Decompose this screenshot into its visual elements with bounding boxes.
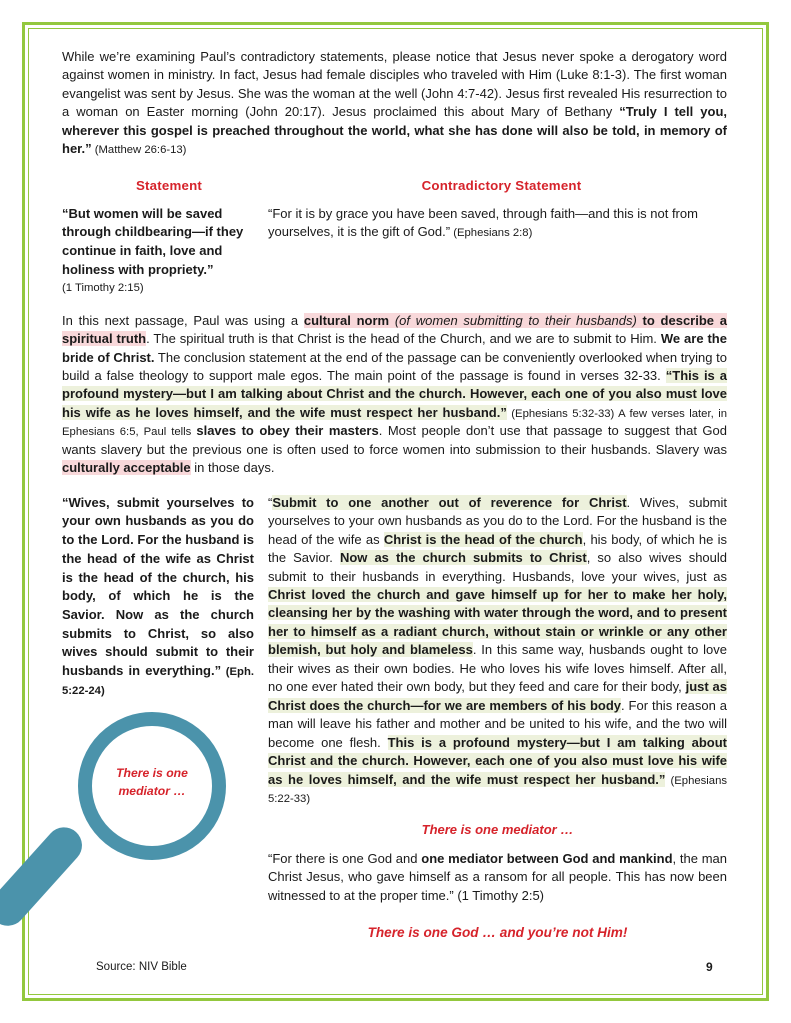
table2-right-quote (268, 494, 727, 808)
table1-right-quote-wrap (268, 205, 727, 242)
mid-text-6: in those days. (190, 460, 275, 476)
mediator-text-2: , the man Christ Jesus, who gave himself as a ransom for all people. This has now been witnessed to at the proper time.” (1 Timothy 2:5) (268, 850, 727, 903)
intro-text-1: While we’re examining Paul’s contradictory statements, please notice that Jesus never spoke a derogatory word against women in ministry. In fact, Jesus had female disciples who traveled with Him (Luke 8:1-3). The first woman evangelist was sent by Jesus. She was the woman at the well (John 4:7-42). Jesus first revealed His resurrection to a woman on Easter morning (John 20:17). Jesus proclaimed this about Mary of Bethany (62, 49, 727, 120)
column-header-statement-wrap (62, 177, 276, 195)
table1-cell-right (268, 205, 727, 242)
t2-text-5: . For this reason a man will leave his father and mother and be united to his wife, and the two will become one flesh. (268, 697, 727, 750)
mid-highlight-cultural-norm: cultural norm (303, 312, 390, 328)
table2-cell-right (268, 494, 727, 943)
table1-cell-left (62, 205, 268, 296)
t2-text-3: , so also wives should submit to their husbands in everything. Husbands, love your wives, just as (268, 550, 728, 584)
t2-text-4: . In this same way, husbands ought to love their wives as their own bodies. He who loves his wife loves himself. After all, no one ever hated their own body, but they feed and care for their body, (268, 642, 727, 695)
footer-page-number: 9 (706, 960, 713, 974)
t2-bold-2: Christ is the head of the church (383, 531, 583, 547)
comparison-table-1-body (62, 205, 727, 296)
t2-reference: (Ephesians 5:22-33) (268, 774, 728, 805)
table1-right-quote: “For it is by grace you have been saved, through faith—and this is not from yourselves, it is the gift of God.” (268, 205, 698, 240)
table1-right-reference: (Ephesians 2:8) (450, 227, 533, 240)
t2-text-2: , his body, of which he is the Savior. (268, 531, 727, 566)
mediator-paragraph (268, 850, 727, 905)
mediator-heading: There is one mediator … (421, 822, 574, 838)
footer-source: Source: NIV Bible (96, 961, 187, 973)
t2-open-quote: “ (268, 494, 273, 510)
table1-left-quote: “But women will be saved through childbearing—if they continue in faith, love and holiness with propriety.” (62, 205, 244, 277)
mid-highlight-culturally-acceptable: culturally acceptable (62, 460, 191, 476)
t2-text-1: . Wives, submit yourselves to your own husbands as you do to the Lord. For the husband is the head of the wife as (268, 494, 727, 547)
mid-bold-mystery-quote: “This is a profound mystery—but I am talking about Christ and the church. However, each one of you also must love his wife as he loves himself, and the wife must respect her husband.” (62, 367, 727, 420)
column-header-contradictory-statement: Contradictory Statement (421, 177, 582, 193)
column-header-statement: Statement (135, 177, 203, 193)
intro-paragraph (62, 48, 727, 159)
mediator-bold: one mediator between God and mankind (421, 850, 673, 866)
t2-bold-1: Submit to one another out of reverence for Christ (272, 494, 627, 510)
mid-highlight-spiritual-truth: to describe a spiritual truth (62, 312, 728, 347)
table2-left-quote-wrap (62, 494, 254, 700)
mid-highlight-parenthetical: (of women submitting to their husbands) (389, 312, 643, 328)
mid-text-1: In this next passage, Paul was using a (62, 312, 304, 328)
mid-text-5: . Most people don’t use that passage to suggest that God wants slavery but the previous one is often used to force women into submission to their husbands. Slavery was (62, 423, 728, 457)
mid-bold-slaves: slaves to obey their masters (196, 423, 379, 439)
magnifying-glass-icon (48, 712, 228, 962)
magnifier-label: There is one mediator … (116, 766, 188, 799)
mid-text-2: . The spiritual truth is that Christ is the head of the Church, and we are to submit to Him. (146, 331, 661, 347)
intro-bold-quote: “Truly I tell you, wherever this gospel is preached throughout the world, what she has done will also be told, in memory of her.” (62, 104, 727, 157)
t2-bold-6: This is a profound mystery—but I am talking about Christ and the church. However, each one of you also must love his wife as he loves himself, and the wife must respect her husband.” (268, 734, 727, 787)
mediator-text-1: “For there is one God and (268, 850, 422, 866)
mid-text-4: (Ephesians 5:32-33) A few verses later, in Ephesians 6:5, Paul tells (62, 407, 727, 439)
intro-reference: (Matthew 26:6-13) (91, 144, 187, 157)
t2-bold-5: just as Christ does the church—for we are members of his body (268, 679, 728, 713)
table2-left-reference: (Eph. 5:22-24) (62, 666, 254, 697)
table2-cell-left (62, 494, 268, 700)
mid-bold-bride: We are the bride of Christ. (62, 331, 727, 365)
t2-bold-4: Christ loved the church and gave himself up for her to make her holy, cleansing her by the washing with water through the word, and to present her to himself as a radiant church, without stain or wrinkle or any other blemish, but holy and blameless (268, 586, 727, 658)
mid-text-3: The conclusion statement at the end of the passage can be conveniently overlooked when trying to build a false theology to support male egos. The main point of the passage is found in verses 32-33. (62, 349, 727, 383)
comparison-table-1-headers (62, 177, 727, 195)
table2-left-quote: “Wives, submit yourselves to your own husbands as you do to the Lord. For the husband is the head of the wife as Christ is the head of the church, his body, of which he is the Savior. Now as the church submits to Christ, so also wives should submit to their husbands in everything.” (62, 494, 254, 679)
column-header-contradictory-wrap (276, 177, 727, 195)
middle-paragraph (62, 312, 727, 478)
t2-bold-3: Now as the church submits to Christ (339, 550, 587, 566)
final-statement: There is one God … and you’re not Him! (367, 925, 628, 941)
table1-left-reference: (1 Timothy 2:15) (62, 281, 144, 294)
